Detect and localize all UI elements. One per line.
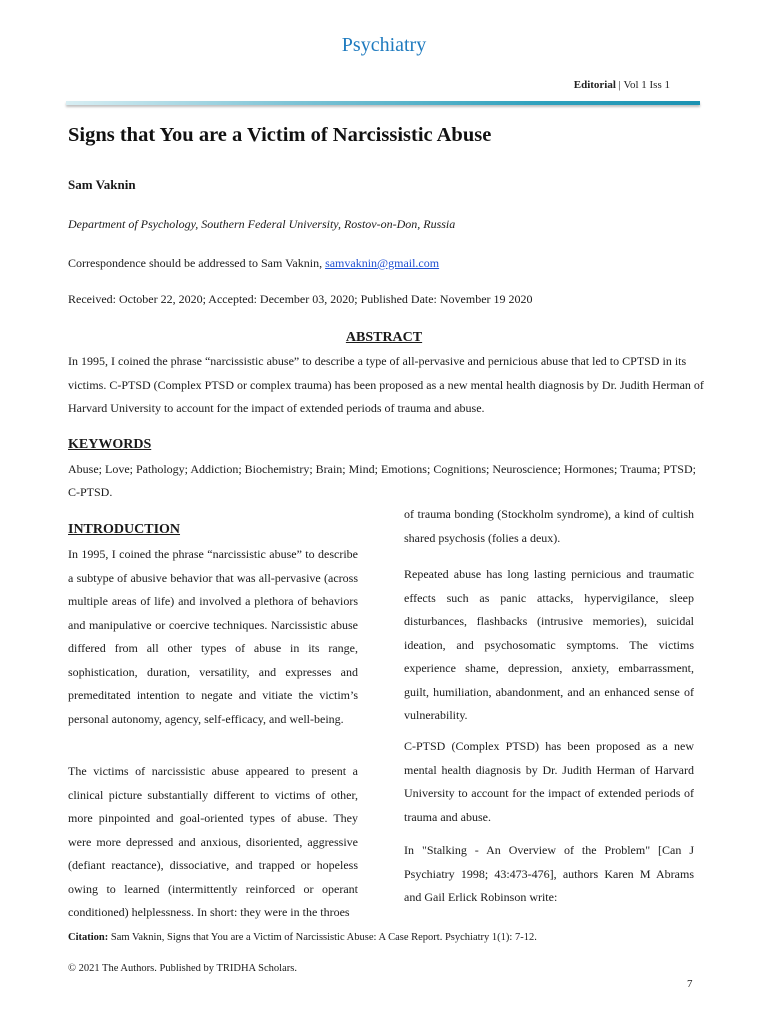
keywords-text: Abuse; Love; Pathology; Addiction; Biochemistry; Brain; Mind; Emotions; Cognitions; Neuroscience; Hormones; Trauma; PTSD; C-PTSD. [68, 462, 696, 499]
keywords-heading: KEYWORDS [68, 437, 152, 452]
body-paragraph: of trauma bonding (Stockholm syndrome), a kind of cultish shared psychosis (folies a deux). [404, 507, 694, 545]
copyright-notice: © 2021 The Authors. Published by TRIDHA Scholars. [68, 963, 297, 974]
issue-info [574, 79, 670, 91]
abstract-text: In 1995, I coined the phrase “narcissistic abuse” to describe a type of all-pervasive and pernicious abuse that led to CPTSD in its victims. C-PTSD (Complex PTSD or complex trauma) has been proposed as a new mental health diagnosis by Dr. Judith Herman of Harvard University to account for the impact of extended periods of trauma and abuse. [68, 354, 704, 415]
body-paragraph: In 1995, I coined the phrase “narcissistic abuse” to describe a subtype of abusive behavior that was all-pervasive (across multiple areas of life) and involved a plethora of behaviors and manipulative or coercive techniques. Narcissistic abuse differed from all other types of abuse in its range, sophistication, duration, versatility, and expresses and premeditated intention to negate and vitiate the victim’s personal autonomy, agency, self-efficacy, and well-being. [68, 547, 358, 726]
author-name: Sam Vaknin [68, 177, 136, 192]
body-paragraph: In "Stalking - An Overview of the Problem" [Can J Psychiatry 1998; 43:473-476], authors Karen M Abrams and Gail Erlick Robinson write: [404, 843, 694, 904]
body-paragraph: C-PTSD (Complex PTSD) has been proposed as a new mental health diagnosis by Dr. Judith Herman of Harvard University to account for the impact of extended periods of trauma and abuse. [404, 739, 694, 824]
issue-separator: | [615, 79, 624, 91]
article-type: Editorial [573, 79, 616, 91]
page-number: 7 [687, 978, 693, 990]
body-paragraph: The victims of narcissistic abuse appeared to present a clinical picture substantially different to victims of other, more pinpointed and goal-oriented types of abuse. They were more depressed and anxious, disoriented, aggressive (defiant reactance), dissociative, and trapped or hopeless owing to learned (intermittently reinforced or operant conditioned) helplessness. In short: they were in the throes [68, 764, 358, 919]
correspondence-text: Correspondence should be addressed to Sam Vaknin, [68, 256, 326, 270]
volume-issue: Vol 1 Iss 1 [623, 79, 670, 91]
citation-label: Citation: [68, 932, 109, 943]
email-link[interactable]: samvaknin@gmail.com [325, 256, 440, 270]
article-dates: Received: October 22, 2020; Accepted: December 03, 2020; Published Date: November 19 2020 [68, 292, 533, 306]
introduction-heading: INTRODUCTION [68, 522, 181, 537]
citation-text: Sam Vaknin, Signs that You are a Victim of Narcissistic Abuse: A Case Report. Psychiatry 1(1): 7-12. [108, 932, 537, 943]
correspondence-line [68, 256, 439, 271]
header-rule [66, 101, 700, 105]
article-title: Signs that You are a Victim of Narcissistic Abuse [68, 124, 492, 146]
abstract-heading: ABSTRACT [345, 330, 423, 345]
body-paragraph: Repeated abuse has long lasting pernicious and traumatic effects such as panic attacks, hypervigilance, sleep disturbances, flashbacks (intrusive memories), suicidal ideation, and psychosomatic symptoms. The victims experience shame, depression, anxiety, embarrassment, guilt, humiliation, abandonment, and an enhanced sense of vulnerability. [404, 567, 694, 722]
journal-name: Psychiatry [341, 34, 427, 56]
citation [68, 932, 537, 943]
author-affiliation: Department of Psychology, Southern Federal University, Rostov-on-Don, Russia [68, 217, 456, 231]
